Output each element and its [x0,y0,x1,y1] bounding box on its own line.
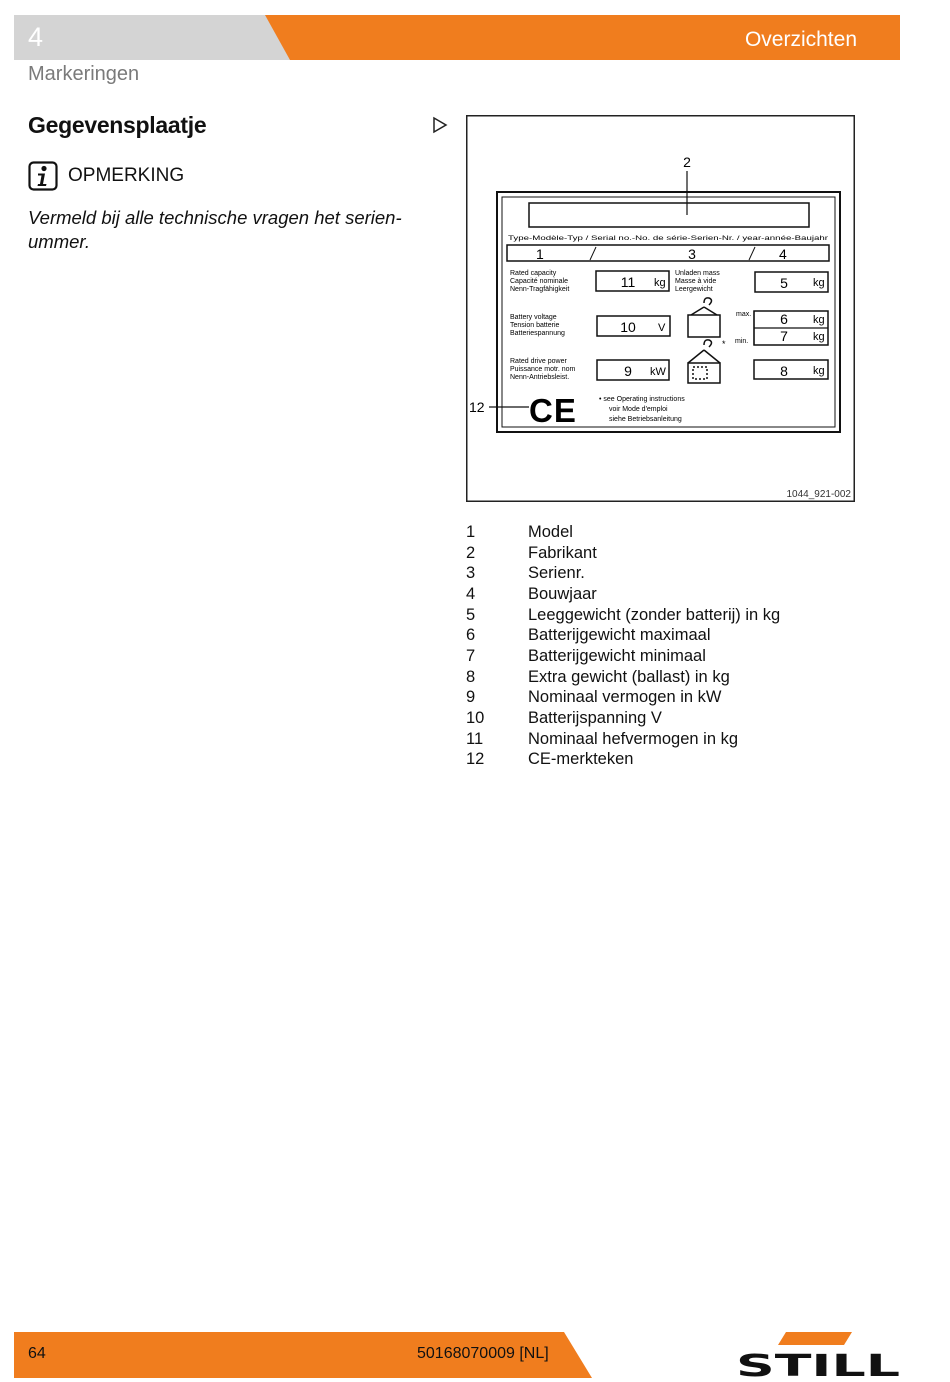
legend-item: 11 Nominaal hefvermogen in kg [466,729,739,748]
legend-item: 2 Fabrikant [466,543,597,562]
svg-text:*: * [722,339,726,349]
unit-kg-ballast: kg [813,365,825,377]
figure-id: 1044_921-002 [786,489,851,500]
svg-text:STILL: STILL [736,1349,900,1378]
legend-item: 6 Batterijgewicht maximaal [466,626,711,645]
callout-3: 3 [688,246,696,262]
chapter-number: 4 [28,22,44,52]
callout-12: 12 [469,399,485,415]
unit-kg-max: kg [813,314,825,326]
unladen-mass-label: Unladen mass Masse à vide Leergewicht [675,270,720,293]
page-heading: Gegevensplaatje [28,112,207,138]
legend-list [466,522,780,770]
data-plate-figure [466,115,855,502]
callout-2: 2 [683,154,691,170]
document-number: 50168070009 [NL] [417,1345,549,1362]
callout-9: 9 [624,363,632,379]
info-icon [28,161,58,191]
callout-11: 11 [620,274,636,290]
legend-item: 9 Nominaal vermogen in kW [466,688,722,707]
header-title: Overzichten [744,28,857,51]
page-number: 64 [28,1345,46,1362]
callout-10: 10 [620,319,636,335]
note-text: Vermeld bij alle technische vragen het serien-ummer. [28,207,402,252]
legend-item: 8 Extra gewicht (ballast) in kg [466,667,730,686]
callout-1: 1 [536,246,544,262]
unit-kw: kW [650,366,666,378]
note-label: OPMERKING [68,165,185,186]
callout-4: 4 [779,246,787,262]
type-row-label: Type-Modèle-Typ / Serial no.-No. de série-Serien-Nr. / year-année-Baujahr [508,235,830,242]
legend-item: 3 Serienr. [466,564,585,583]
legend-item: 12 CE-merkteken [466,750,634,769]
unit-kg-min: kg [813,331,825,343]
ce-mark: CE [529,392,577,429]
section-label: Markeringen [28,63,140,85]
callout-8: 8 [780,363,788,379]
legend-item: 1 Model [466,522,573,541]
battery-voltage-label: Battery voltage Tension batterie Batteriespannung [510,314,565,337]
max-label: max. [736,311,752,318]
callout-6: 6 [780,311,788,327]
legend-item: 5 Leeggewicht (zonder batterij) in kg [466,605,781,624]
unit-kg-unladen: kg [813,277,825,289]
callout-5: 5 [780,275,788,291]
figure-arrow-icon [432,116,448,134]
legend-item: 10 Batterijspanning V [466,709,662,728]
callout-7: 7 [780,328,788,344]
note-header [28,160,184,192]
unit-v: V [658,322,666,334]
rated-capacity-label: Rated capacity Capacité nominale Nenn-Tragfähigkeit [510,270,570,293]
operating-note: • see Operating instructions voir Mode d'emploi siehe Betriebsanleitung [599,396,685,423]
unit-kg-capacity: kg [654,277,666,289]
legend-item: 7 Batterijgewicht minimaal [466,646,706,665]
still-logo [736,1332,902,1378]
min-label: min. [735,338,749,345]
legend-item: 4 Bouwjaar [466,584,597,603]
rated-drive-power-label: Rated drive power Puissance motr. nom Nenn-Antriebsleist. [510,358,576,381]
